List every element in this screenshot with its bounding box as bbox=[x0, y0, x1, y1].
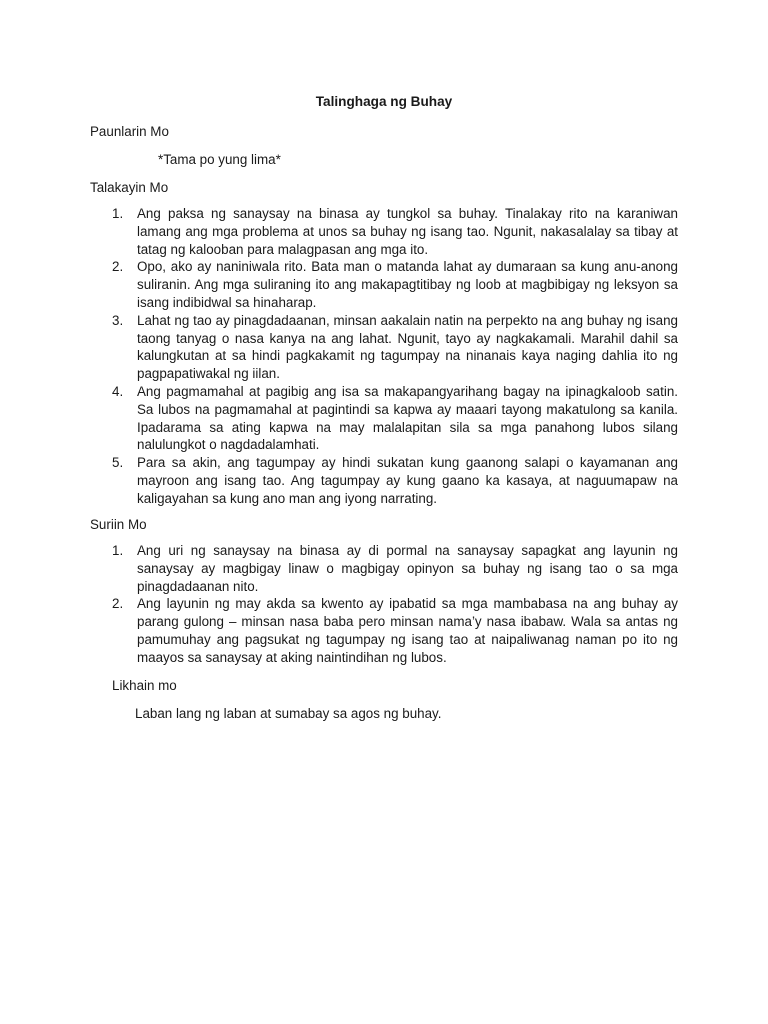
document-title: Talinghaga ng Buhay bbox=[315, 94, 453, 109]
suriin-list bbox=[90, 542, 678, 667]
heading-talakayin: Talakayin Mo bbox=[90, 180, 169, 195]
heading-suriin: Suriin Mo bbox=[90, 517, 147, 532]
suriin-item-2 bbox=[90, 595, 678, 666]
list-number: 1. bbox=[112, 206, 124, 221]
heading-paunlarin: Paunlarin Mo bbox=[90, 124, 169, 139]
list-item-text: Opo, ako ay naniniwala rito. Bata man o matanda lahat ay dumaraan sa kung anu-anong suliranin. Ang mga suliraning ito ang makapagtitibay ng loob at magbibigay ng leksyon sa isang indibidwal sa hinaharap. bbox=[137, 259, 678, 310]
likhain-text: Laban lang ng laban at sumabay sa agos ng buhay. bbox=[135, 706, 442, 721]
paunlarin-note: *Tama po yung lima* bbox=[158, 152, 281, 167]
list-number: 5. bbox=[112, 455, 124, 471]
heading-likhain: Likhain mo bbox=[112, 678, 177, 693]
list-number: 2. bbox=[112, 259, 124, 275]
list-item-text: Ang uri ng sanaysay na binasa ay di pormal na sanaysay sapagkat ang layunin ng sanaysay ay magbigay linaw o magbigay opinyon sa buhay ng isang tao o sa mga pinagdadaanan nito. bbox=[137, 543, 678, 594]
list-item-text: Ang paksa ng sanaysay na binasa ay tungkol sa buhay. Tinalakay rito na karaniwan lamang ang mga problema at unos sa buhay ng isang tao. Ngunit, nakasalalay sa tibay at tatag ng kalooban para malagpasan ang mga ito. bbox=[137, 206, 678, 257]
talakayin-item-5 bbox=[90, 454, 678, 507]
talakayin-item-4 bbox=[90, 383, 678, 454]
list-number: 4. bbox=[112, 383, 124, 399]
list-number: 3. bbox=[112, 312, 124, 328]
suriin-item-1 bbox=[90, 542, 678, 595]
list-item-text: Ang layunin ng may akda sa kwento ay ipabatid sa mga mambabasa na ang buhay ay parang gulong – minsan nasa baba pero minsan nama’y nasa ibabaw. Wala sa antas ng pamumuhay ang pagsukat ng tagumpay ng isang tao at naipaliwanag naman po ito ng maayos sa sanaysay at aking naintindihan ng lubos. bbox=[137, 596, 678, 665]
talakayin-item-1 bbox=[90, 205, 678, 258]
list-number: 1. bbox=[112, 543, 124, 558]
talakayin-list bbox=[90, 205, 678, 508]
talakayin-item-2 bbox=[90, 258, 678, 311]
talakayin-item-3 bbox=[90, 312, 678, 383]
list-item-text: Ang pagmamahal at pagibig ang isa sa makapangyarihang bagay na ipinagkaloob satin. Sa lubos na pagmamahal at pagintindi sa kapwa ay maaari tayong makatulong sa kanila. Ipadarama sa ating kapwa na may malalapitan sila sa mga panahong lubos silang nalulungkot o nagdadalamhati. bbox=[137, 383, 678, 453]
list-item-text: Lahat ng tao ay pinagdadaanan, minsan aakalain natin na perpekto na ang buhay ng isang taong tanyag o nasa kanya na ang lahat. Ngunit, tayo ay nagkakamali. Marahil dahil sa kalungkutan at sa hindi pagkakamit ng tagumpay na ninanais kaya naging dahlia ito ng pagpapatiwakal ng iilan. bbox=[137, 312, 678, 382]
list-number: 2. bbox=[112, 596, 124, 612]
list-item-text: Para sa akin, ang tagumpay ay hindi sukatan kung gaanong salapi o kayamanan ang mayroon ang isang tao. Ang tagumpay ay kung gaano ka kasaya, at naguumapaw na kaligayahan sa kung ano man ang iyong narrating. bbox=[137, 455, 678, 506]
